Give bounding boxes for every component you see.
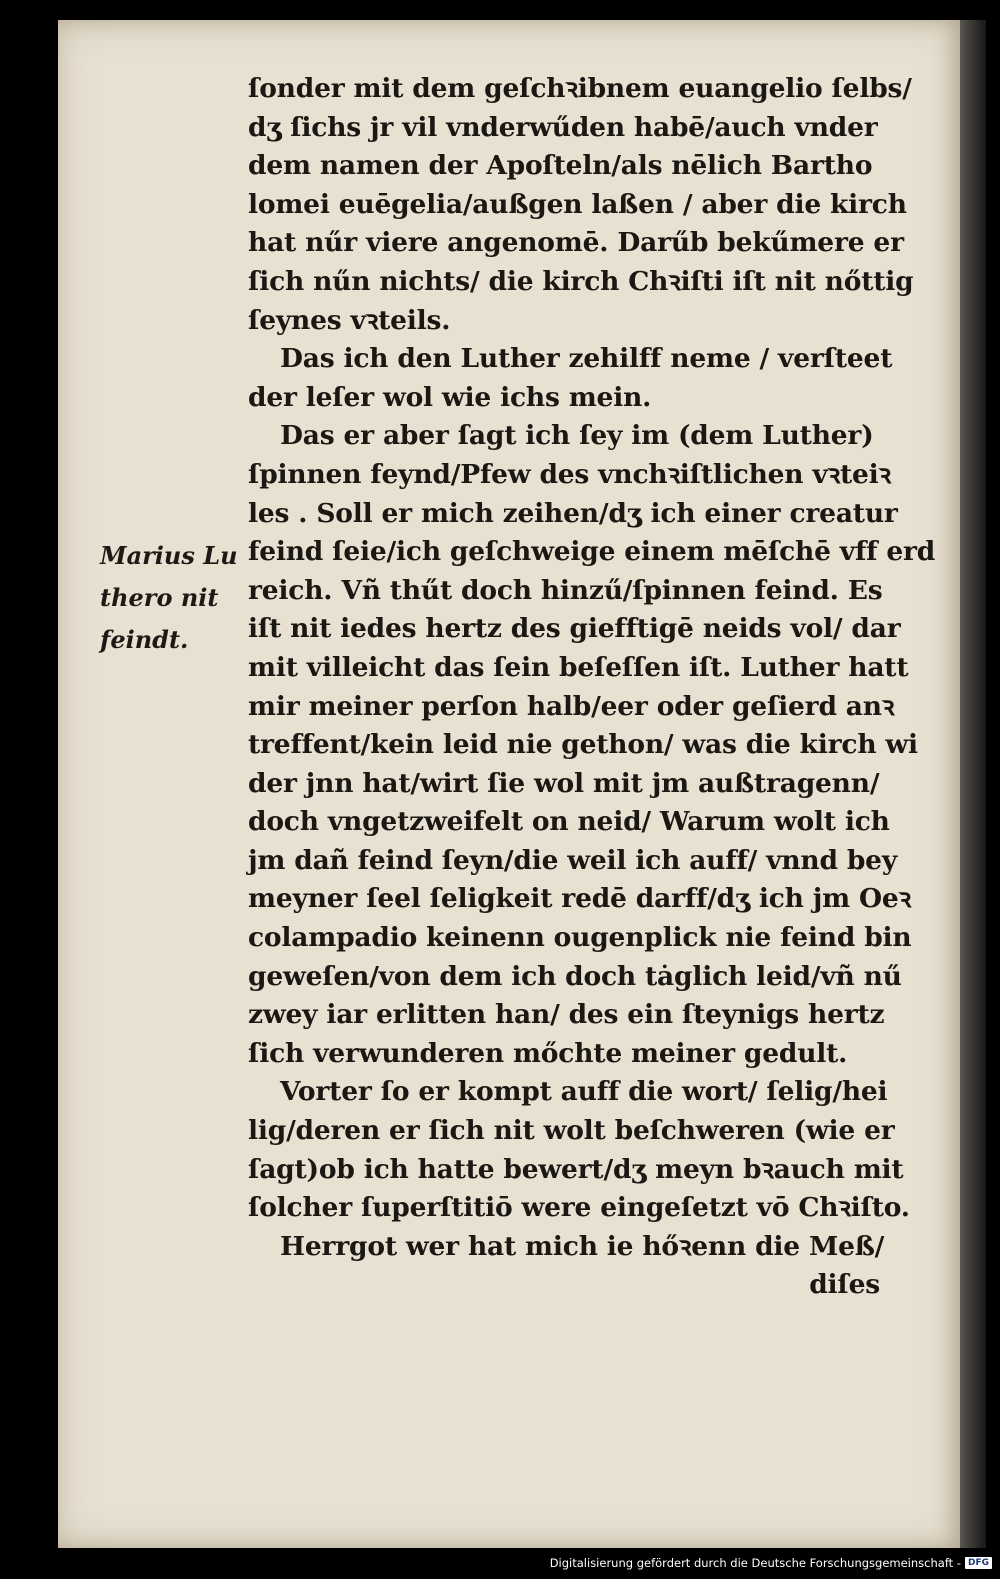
text-line: der jnn hat/wirt ſie wol mit jm außtragenn/ <box>248 767 880 799</box>
text-line: lomei euēgelia/außgen laßen / aber die kirch <box>248 188 907 220</box>
marginal-note-line: feindt. <box>100 625 189 654</box>
dfg-logo-icon: DFG <box>965 1557 992 1569</box>
text-line: iſt nit iedes hertz des giefftigē neids vol/ dar <box>248 613 901 645</box>
text-line: geweſen/von dem ich doch tȧglich leid/vñ nű <box>248 960 902 992</box>
funding-credit-text: Digitalisierung gefördert durch die Deutsche Forschungsgemeinschaft - <box>549 1556 961 1570</box>
text-line: meyner ſeel ſeligkeit redē darff/dʒ ich jm Oeꝛ <box>248 883 911 915</box>
marginal-note <box>100 535 290 661</box>
text-line: dʒ ſichs jr vil vnderwűden habē/auch vnder <box>248 111 878 143</box>
marginal-note-line: thero nit <box>100 583 219 612</box>
text-line: ſolcher ſuperſtitiō were eingeſetzt vō Chꝛiſto. <box>248 1192 910 1224</box>
text-line: les . Soll er mich zeihen/dʒ ich einer creatur <box>248 497 898 529</box>
text-line: jm dañ feind ſeyn/die weil ich auff/ vnnd bey <box>248 844 898 876</box>
text-line: hat nűr viere angenomē. Darűb bekűmere er <box>248 227 904 259</box>
text-line: treffent/kein leid nie gethon/ was die kirch wi <box>248 729 918 761</box>
main-text-block <box>248 70 936 1305</box>
text-line: ſich nűn nichts/ die kirch Chꝛiſti iſt nit nőttig <box>248 265 914 297</box>
text-line: feind ſeie/ich geſchweige einem mēſchē vff erd <box>248 536 936 568</box>
text-line: ſich verwunderen mőchte meiner gedult. <box>248 1037 848 1069</box>
page-edge-shadow <box>960 20 986 1548</box>
text-line: ſpinnen feynd/Pfew des vnchꝛiſtlichen vꝛteiꝛ <box>248 458 891 490</box>
text-line: lig/deren er ſich nit wolt beſchweren (wie er <box>248 1115 895 1147</box>
text-line: colampadio keinenn ougenplick nie feind bin <box>248 922 912 954</box>
marginal-note-line: Marius Lu <box>100 541 238 570</box>
text-line: reich. Vñ thűt doch hinzű/ſpinnen feind. Es <box>248 574 883 606</box>
text-line: Vorter ſo er kompt auff die wort/ ſelig/hei <box>280 1076 888 1108</box>
text-line: dem namen der Apoſteln/als nēlich Bartho <box>248 150 873 182</box>
text-line: mit villeicht das ſein beſeſſen iſt. Luther hatt <box>248 651 909 683</box>
footer-credit <box>549 1552 992 1574</box>
text-line: ſeynes vꝛteils. <box>248 304 451 336</box>
text-line: zwey iar erlitten han/ des ein ſteynigs hertz <box>248 999 885 1031</box>
text-line: mir meiner perſon halb/eer oder geſierd anꝛ <box>248 690 895 722</box>
text-line: ſagt)ob ich hatte bewert/dʒ meyn bꝛauch mit <box>248 1153 904 1185</box>
text-line: Das ich den Luther zehilff neme / verſteet <box>280 343 893 375</box>
text-line: doch vngetzweifelt on neid/ Warum wolt ich <box>248 806 890 838</box>
catchword: diſes <box>809 1269 880 1301</box>
text-line: Das er aber ſagt ich ſey im (dem Luther) <box>280 420 874 452</box>
text-line: Herrgot wer hat mich ie hőꝛenn die Meß/ <box>280 1230 885 1262</box>
text-line: ſonder mit dem geſchꝛibnem euangelio ſelbs/ <box>248 73 912 104</box>
text-line: der leſer wol wie ichs mein. <box>248 381 652 413</box>
